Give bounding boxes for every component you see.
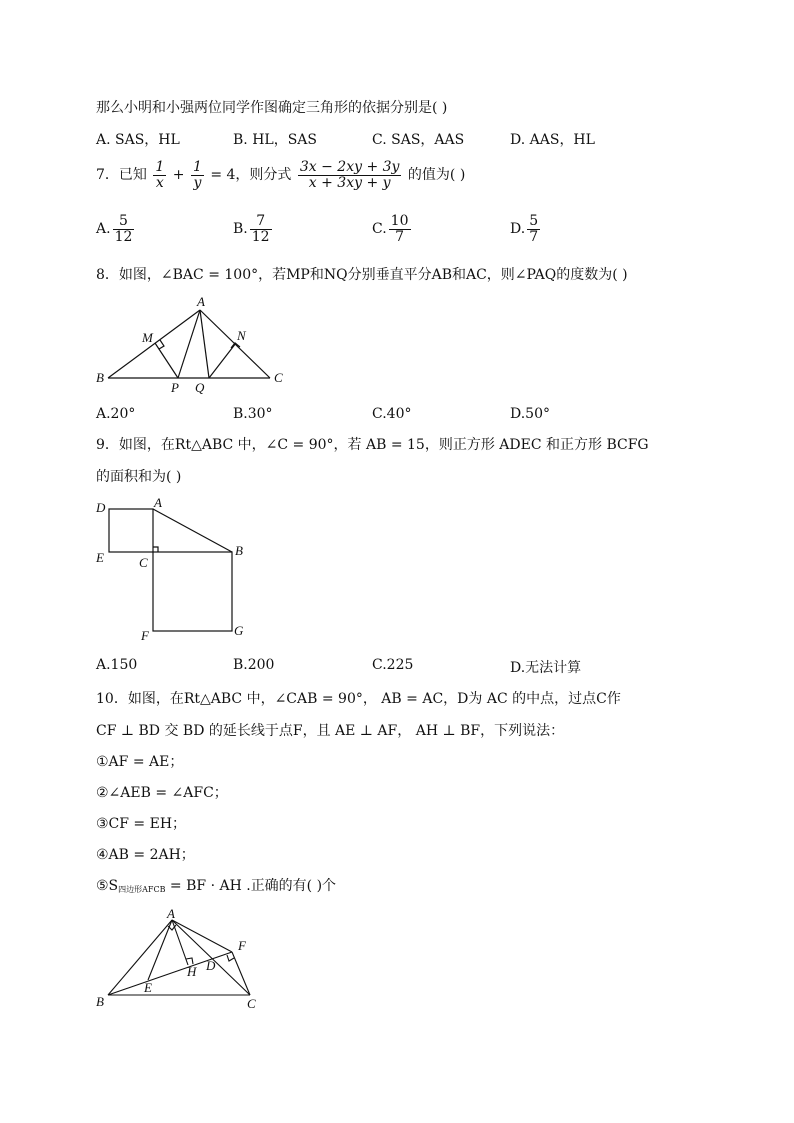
q8-label-a: A [197, 294, 205, 309]
q7-plus: + [172, 167, 185, 184]
q8-option-d: D.50° [510, 406, 550, 422]
q7-option-c: C. $\frac{10}{7}$ [372, 213, 409, 245]
q10-statement-2: ②∠AEB = ∠AFC； [96, 785, 228, 801]
q7-equals: = 4，则分式 [210, 167, 292, 184]
q7-fraction-1-over-x: $\frac{1}{x}$ [155, 159, 165, 191]
q8-stem: 8．如图，∠BAC = 100°，若MP和NQ分别垂直平分AB和AC，则∠PAQ的度数为( ) [96, 267, 628, 283]
q10-stem-line1: 10．如图，在Rt△ABC 中，∠CAB = 90°， AB = AC，D为 AC 的中点，过点C作 [96, 691, 621, 707]
q7-fraction-1-over-y: $\frac{1}{y}$ [192, 159, 202, 191]
q10-segment-cf [232, 952, 250, 995]
q7-option-d: D. $\frac{5}{7}$ [510, 213, 539, 245]
q6-option-a: A. SAS，HL [96, 132, 180, 148]
q9-label-c: C [139, 555, 148, 570]
q9-stem-line2: 的面积和为( ) [96, 469, 182, 485]
q9-option-d: D.无法计算 [510, 660, 582, 676]
q10-label-f: F [238, 938, 246, 953]
q10-label-a: A [167, 906, 175, 921]
q10-segment-af [172, 920, 232, 952]
q7-suffix: 的值为( ) [407, 167, 466, 184]
q10-stem-line2: CF ⊥ BD 交 BD 的延长线于点F，且 AE ⊥ AF， AH ⊥ BF，下列说法： [96, 723, 565, 739]
q8-label-q: Q [195, 380, 205, 395]
q7-fraction-expression: $\frac{3x - 2xy + 3y}{x + 3xy + y}$ [299, 159, 400, 191]
q8-option-b: B.30° [233, 406, 273, 422]
q10-label-d: D [206, 958, 216, 973]
q8-option-c: C.40° [372, 406, 412, 422]
q10-statement-5: $⑤S_{四边形AFCB}$ = BF · AH .正确的有( )个 [96, 878, 337, 894]
q8-label-m: M [142, 330, 153, 345]
q10-label-e: E [144, 980, 152, 995]
q6-option-b: B. HL，SAS [233, 132, 317, 148]
q8-option-a: A.20° [96, 406, 136, 422]
q6-option-d: D. AAS，HL [510, 132, 595, 148]
q9-option-a: A.150 [96, 657, 138, 673]
q10-statement-1: ①AF = AE； [96, 754, 184, 770]
q9-label-g: G [234, 623, 244, 638]
q10-right-angle-f [227, 955, 234, 961]
q8-label-n: N [237, 328, 246, 343]
q8-label-p: P [171, 380, 179, 395]
q9-label-a: A [154, 495, 162, 510]
q9-label-d: D [96, 500, 106, 515]
q9-stem-line1: 9．如图，在Rt△ABC 中，∠C = 90°，若 AB = 15，则正方形 ADEC 和正方形 BCFG [96, 437, 649, 453]
q10-statement-3: ③CF = EH； [96, 816, 187, 832]
q9-label-e: E [96, 550, 104, 565]
q8-label-b: B [96, 370, 104, 385]
q6-option-c: C. SAS，AAS [372, 132, 465, 148]
q10-label-b: B [96, 994, 104, 1009]
q9-option-c: C.225 [372, 657, 414, 673]
q7-prefix: 7．已知 [96, 167, 147, 184]
q10-label-h: H [187, 964, 197, 979]
q7-option-b: B. $\frac{7}{12}$ [233, 213, 270, 245]
q7-option-a: A. $\frac{5}{12}$ [96, 213, 133, 245]
q8-label-c: C [274, 370, 283, 385]
q10-statement-4: ④AB = 2AH； [96, 847, 195, 863]
q9-label-f: F [141, 628, 149, 643]
q10-label-c: C [247, 996, 256, 1011]
q9-option-b: B.200 [233, 657, 275, 673]
q10-area-subscript: 四边形AFCB [118, 885, 166, 894]
q6-stem-tail: 那么小明和小强两位同学作图确定三角形的依据分别是( ) [96, 100, 448, 116]
q10-segment-ae [148, 920, 172, 980]
q9-label-b: B [235, 543, 243, 558]
